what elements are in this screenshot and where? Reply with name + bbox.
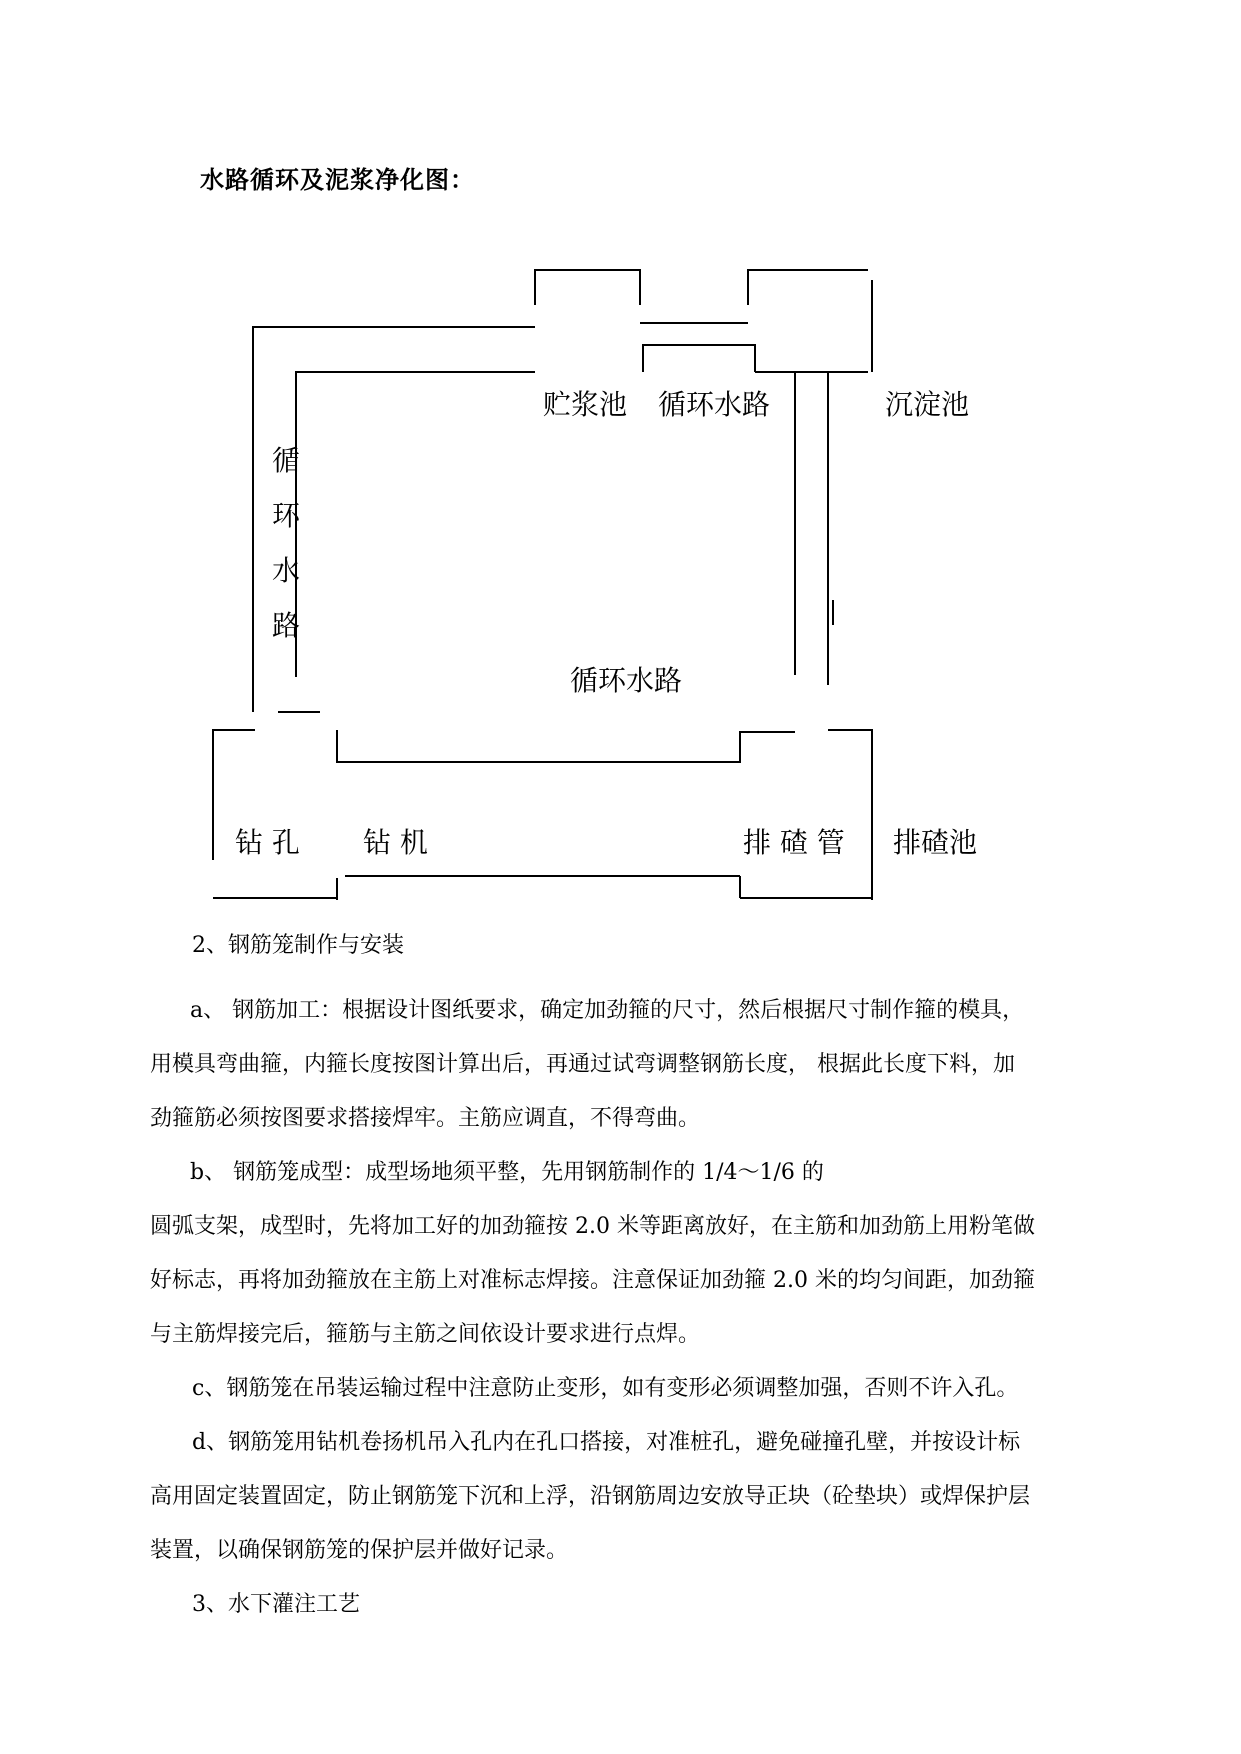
paragraph-b-line-3: 好标志，再将加劲箍放在主筋上对准标志焊接。注意保证加劲箍 2.0 米的均匀间距，加劲箍 — [150, 1268, 1035, 1293]
settling-tank-bottom-to-channel — [795, 372, 868, 675]
paragraph-c-line-1: c、钢筋笼在吊装运输过程中注意防止变形，如有变形必须调整加强，否则不许入孔。 — [192, 1376, 1019, 1401]
section-3-heading: 3、水下灌注工艺 — [192, 1592, 360, 1617]
paragraph-a-line-1: a、 钢筋加工：根据设计图纸要求，确定加劲箍的尺寸，然后根据尺寸制作箍的模具， — [190, 998, 1025, 1023]
section-2-heading: 2、钢筋笼制作与安装 — [192, 933, 404, 958]
paragraph-d — [150, 1416, 1130, 1578]
label-drill-hole: 钻 孔 — [235, 826, 300, 859]
section-2 — [150, 930, 1130, 962]
paragraph-d-line-3: 装置，以确保钢筋笼的保护层并做好记录。 — [150, 1538, 569, 1563]
paragraph-b-line-4: 与主筋焊接完后，箍筋与主筋之间依设计要求进行点焊。 — [150, 1322, 701, 1347]
label-settling-tank: 沉淀池 — [885, 388, 970, 421]
label-slag-tank: 排碴池 — [893, 826, 978, 859]
paragraph-a-line-2: 用模具弯曲箍，内箍长度按图计算出后，再通过试弯调整钢筋长度， 根据此长度下料，加 — [150, 1052, 1015, 1077]
slurry-tank-outline — [535, 270, 640, 305]
settling-tank-top — [748, 270, 868, 305]
paragraph-d-line-2: 高用固定装置固定，防止钢筋笼下沉和上浮，沿钢筋周边安放导正块（砼垫块）或焊保护层 — [150, 1484, 1031, 1509]
label-circulation-bottom: 循环水路 — [570, 664, 683, 697]
diagram-lines — [213, 270, 873, 900]
label-circulation-vertical-1: 循 — [272, 444, 301, 477]
paragraph-b-line-1: b、 钢筋笼成型：成型场地须平整，先用钢筋制作的 1/4～1/6 的 — [190, 1160, 824, 1185]
paragraph-b — [150, 1146, 1130, 1362]
drill-rig-top — [337, 730, 795, 762]
inner-left-channel — [296, 372, 535, 677]
label-circulation-vertical-4: 路 — [272, 609, 301, 642]
paragraph-b-line-2: 圆弧支架，成型时，先将加工好的加劲箍按 2.0 米等距离放好，在主筋和加劲筋上用粉笔做 — [150, 1214, 1035, 1239]
slag-pipe-right — [828, 730, 872, 900]
paragraph-c — [150, 1362, 1130, 1416]
paragraph-a-line-3: 劲箍筋必须按图要求搭接焊牢。主筋应调直，不得弯曲。 — [150, 1106, 701, 1131]
label-circulation-top: 循环水路 — [658, 388, 771, 421]
section-3 — [150, 1578, 1130, 1632]
paragraph-a — [150, 984, 1130, 1146]
label-slurry-tank: 贮浆池 — [543, 388, 628, 421]
label-slag-pipe: 排 碴 管 — [743, 826, 845, 859]
label-circulation-vertical-3: 水 — [272, 554, 301, 587]
label-circulation-vertical-2: 环 — [272, 499, 301, 532]
paragraph-d-line-1: d、钢筋笼用钻机卷扬机吊入孔内在孔口搭接，对准桩孔，避免碰撞孔壁，并按设计标 — [192, 1430, 1021, 1455]
diagram-title: 水路循环及泥浆净化图： — [200, 166, 475, 194]
label-drill-rig: 钻 机 — [363, 826, 428, 859]
top-circulation-lower — [643, 345, 755, 372]
